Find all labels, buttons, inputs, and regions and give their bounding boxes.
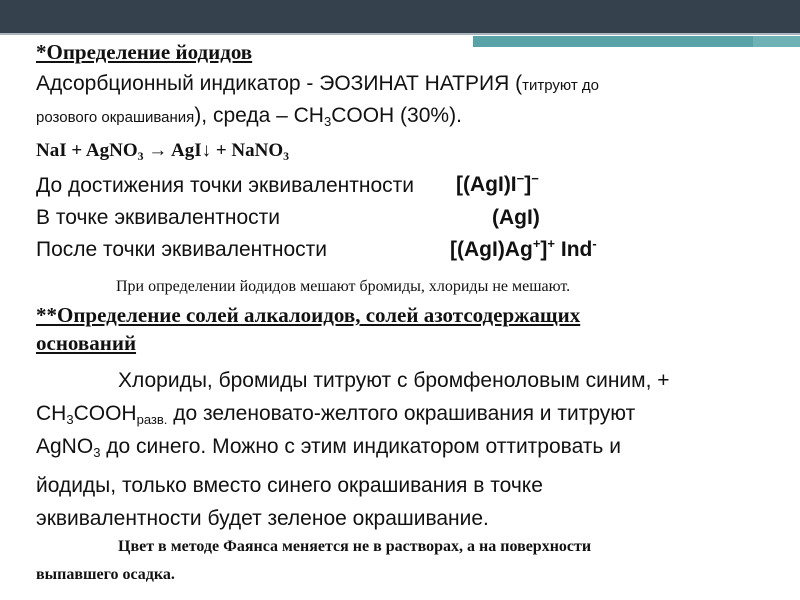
medium-text: ), среда – CH bbox=[194, 104, 324, 127]
note-fajans-line-2: выпавшего осадка. bbox=[36, 566, 175, 583]
at-equivalence-label: В точке эквивалентности bbox=[36, 206, 280, 229]
reaction-equation bbox=[36, 140, 289, 162]
slide-accent-block-light bbox=[753, 36, 800, 47]
para-line-2 bbox=[36, 402, 635, 426]
para-l3-a: AgNO bbox=[36, 435, 94, 458]
slide-accent-block bbox=[473, 36, 800, 47]
after-formula-sup3: - bbox=[592, 236, 597, 251]
indicator-line bbox=[36, 72, 599, 96]
para-l2-b: COOH bbox=[73, 402, 137, 425]
heading-iodides: *Определение йодидов bbox=[36, 40, 253, 64]
eq-sub-2: 3 bbox=[283, 150, 290, 163]
para-l2-a: CH bbox=[36, 402, 67, 425]
eq-part-1: NaI + AgNO bbox=[36, 140, 138, 161]
medium-sub: 3 bbox=[323, 114, 332, 129]
para-l2-sub: 3 bbox=[66, 412, 74, 427]
at-equivalence-formula: (AgI) bbox=[492, 206, 540, 229]
after-formula-sup2: + bbox=[547, 236, 556, 251]
after-formula-sup1: + bbox=[532, 236, 541, 251]
note-iodides-interference: При определении йодидов мешают бромиды, хлориды не мешают. bbox=[116, 278, 571, 295]
para-line-3 bbox=[36, 435, 621, 459]
indicator-note: титруют до bbox=[522, 77, 599, 94]
para-line-5: эквивалентности будет зеленое окрашивание. bbox=[36, 507, 489, 530]
para-l3-sub: 3 bbox=[93, 445, 101, 460]
medium-text-end: COOH (30%). bbox=[331, 104, 462, 127]
eq-sub-1: 3 bbox=[137, 150, 144, 163]
para-line-4: йодиды, только вместо синего окрашивания в точке bbox=[36, 474, 543, 497]
after-equivalence-label: После точки эквивалентности bbox=[36, 238, 327, 261]
before-formula-text: [(AgI)I bbox=[456, 173, 517, 196]
after-equivalence-formula bbox=[450, 238, 597, 262]
slide-top-bar bbox=[0, 0, 800, 33]
heading-alkaloids-line-1: **Определение солей алкалоидов, солей азотсодержащих bbox=[36, 303, 581, 327]
after-formula-1: [(AgI)Ag bbox=[450, 238, 533, 261]
before-formula-tail: ] bbox=[524, 173, 532, 196]
para-line-1: Хлориды, бромиды титруют с бромфеноловым синим, + bbox=[118, 369, 670, 392]
after-formula-2: ] bbox=[540, 238, 548, 261]
medium-note: розового окрашивания bbox=[36, 109, 195, 126]
before-equivalence-formula bbox=[456, 173, 539, 197]
para-l2-c: до зеленовато-желтого окрашивания и титруют bbox=[167, 402, 636, 425]
slide-accent-line bbox=[0, 33, 800, 35]
indicator-text: Адсорбционный индикатор - ЭОЗИНАТ НАТРИЯ ( bbox=[36, 72, 523, 95]
before-formula-sup2: − bbox=[531, 171, 539, 186]
para-l3-b: до синего. Можно с этим индикатором оттитровать и bbox=[100, 435, 621, 458]
note-fajans-line-1: Цвет в методе Фаянса меняется не в растворах, а на поверхности bbox=[118, 538, 592, 555]
eq-part-2: → AgI↓ + NaNO bbox=[143, 140, 284, 161]
heading-alkaloids-line-2: оснований bbox=[36, 331, 137, 355]
para-l2-sub2: разв. bbox=[136, 412, 168, 427]
medium-line bbox=[36, 104, 462, 128]
after-formula-3: Ind bbox=[555, 238, 593, 261]
before-formula-sup: − bbox=[516, 171, 525, 186]
before-equivalence-label: До достижения точки эквивалентности bbox=[36, 174, 414, 197]
